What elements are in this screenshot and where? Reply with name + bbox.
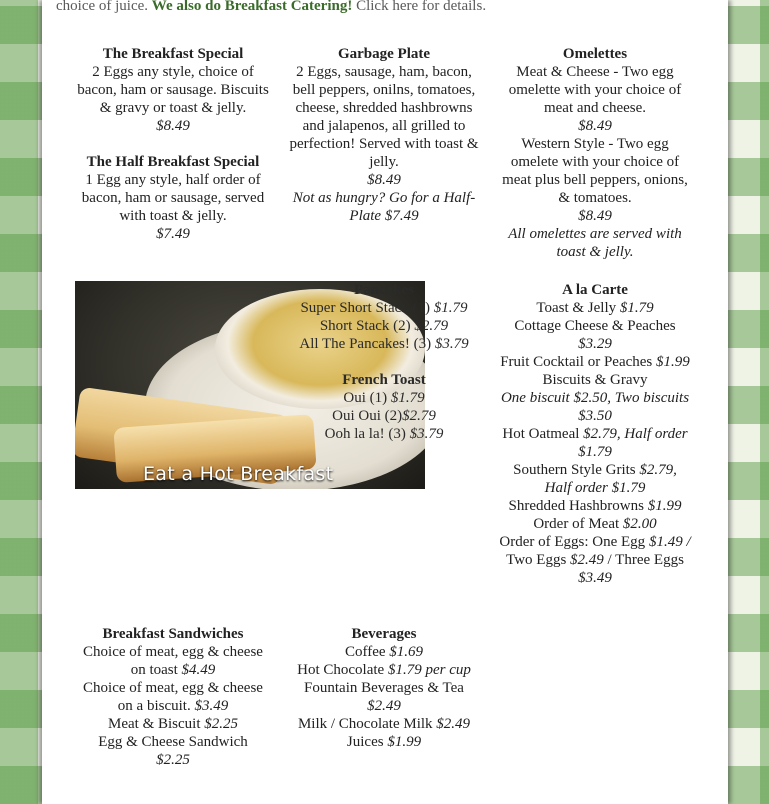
- item-price: $2.49: [367, 698, 401, 714]
- sandwich-item: [75, 679, 271, 715]
- pancake-item-name: Super Short Stack (1): [300, 300, 431, 316]
- beverage-item: [286, 643, 482, 661]
- item-name: Southern Style Grits: [513, 462, 636, 478]
- beverage-item: [286, 733, 482, 751]
- omelette-meat-cheese: Meat & Cheese - Two egg omelette with your choice of meat and cheese.: [508, 64, 682, 116]
- item-price: $2.00: [622, 516, 657, 532]
- item-name: / Three Eggs: [607, 552, 684, 568]
- french-toast-item: [286, 425, 482, 443]
- item-name: Meat & Biscuit: [108, 716, 201, 732]
- item-name: Milk / Chocolate Milk: [297, 716, 433, 732]
- item-name: Fountain Beverages & Tea: [304, 680, 464, 696]
- omelette-western-price: $8.49: [578, 208, 612, 224]
- item-name: Fruit Cocktail or Peaches: [500, 354, 653, 370]
- item-price: $1.99: [387, 734, 422, 750]
- beverages-section: [286, 625, 482, 751]
- item-name: Hot Oatmeal: [502, 426, 580, 442]
- french-toast-title: French Toast: [342, 372, 426, 388]
- a-la-carte-item: [498, 515, 692, 533]
- item-price: $2.79, Half order $1.79: [544, 462, 677, 496]
- item-name: Egg & Cheese Sandwich: [98, 734, 248, 750]
- item-name: Biscuits & Gravy: [542, 372, 648, 388]
- garbage-plate-desc: 2 Eggs, sausage, ham, bacon, bell peppers, onilns, tomatoes, cheese, shredded hashbrowns and jalapenos, all grilled to perfection! Served with toast & jelly.: [289, 64, 479, 170]
- french-toast-item: [286, 389, 482, 407]
- intro-period: .: [482, 0, 487, 14]
- beverage-item: [286, 679, 482, 715]
- item-name: Choice of meat, egg & cheese on a biscuit.: [83, 680, 263, 714]
- garbage-plate-title: Garbage Plate: [337, 46, 431, 62]
- french-toast-item: [286, 407, 482, 425]
- item-price: $1.69: [389, 644, 424, 660]
- a-la-carte-item: [498, 371, 692, 425]
- pancakes-french-toast-section: [286, 281, 482, 443]
- half-special-price: $7.49: [156, 226, 190, 242]
- omelette-note: All omelettes are served with toast & jelly.: [508, 226, 682, 260]
- garbage-plate-section: [286, 45, 482, 225]
- a-la-carte-title: A la Carte: [562, 282, 628, 298]
- omelette-meat-cheese-price: $8.49: [578, 118, 612, 134]
- item-price: $2.25: [156, 752, 190, 768]
- sandwich-item: [75, 715, 271, 733]
- item-price: $1.99: [647, 498, 682, 514]
- breakfast-special-section: [75, 45, 271, 243]
- item-name: Shredded Hashbrowns: [508, 498, 644, 514]
- item-name: Toast & Jelly: [536, 300, 617, 316]
- omelettes-section: [498, 45, 692, 261]
- french-toast-item-name: Ooh la la! (3): [324, 426, 406, 442]
- item-name: Coffee: [344, 644, 386, 660]
- catering-details-link[interactable]: Click here for details: [356, 0, 483, 14]
- pancake-item: [286, 335, 482, 353]
- breakfast-special-desc: 2 Eggs any style, choice of bacon, ham or sausage. Biscuits & gravy or toast & jelly.: [77, 64, 269, 116]
- intro-line: [56, 0, 486, 15]
- pancake-item: [286, 317, 482, 335]
- item-price: $3.49: [194, 698, 229, 714]
- a-la-carte-item: [498, 299, 692, 317]
- french-toast-item-price: $2.79: [402, 408, 436, 424]
- item-price: $2.49: [570, 552, 604, 568]
- a-la-carte-item: [498, 425, 692, 461]
- pancake-item-name: All The Pancakes! (3): [299, 336, 432, 352]
- beverage-item: [286, 661, 482, 679]
- omelettes-title: Omelettes: [562, 46, 628, 62]
- intro-text: choice of juice.: [56, 0, 149, 14]
- breakfast-special-price: $8.49: [156, 118, 190, 134]
- pancake-item: [286, 299, 482, 317]
- item-price: $4.49: [181, 662, 216, 678]
- omelette-western: Western Style - Two egg omelete with your choice of meat plus bell peppers, onions, & tomatoes.: [502, 136, 688, 206]
- half-special-title: The Half Breakfast Special: [86, 154, 260, 170]
- item-name: Choice of meat, egg & cheese on toast: [83, 644, 263, 678]
- a-la-carte-item: [498, 533, 692, 587]
- item-price: $1.79: [619, 300, 654, 316]
- menu-page: [42, 0, 728, 804]
- item-price: One biscuit $2.50, Two biscuits $3.50: [500, 390, 690, 424]
- breakfast-special-title: The Breakfast Special: [102, 46, 244, 62]
- item-name: Two Eggs: [506, 552, 567, 568]
- item-separator: /: [686, 534, 691, 550]
- french-toast-item-name: Oui (1): [343, 390, 388, 406]
- item-price: $3.29: [578, 336, 612, 352]
- item-name: Juices: [346, 734, 384, 750]
- half-plate-note: Not as hungry? Go for a Half-Plate $7.49: [292, 190, 476, 224]
- beverage-item: [286, 715, 482, 733]
- item-name: Cottage Cheese & Peaches: [514, 318, 676, 334]
- item-price: $1.49: [648, 534, 683, 550]
- item-price: $2.79, Half order $1.79: [578, 426, 688, 460]
- half-special-desc: 1 Egg any style, half order of bacon, ham or sausage, served with toast & jelly.: [81, 172, 265, 224]
- item-price: $1.79 per cup: [387, 662, 471, 678]
- item-price: $3.49: [578, 570, 612, 586]
- photo-caption: Eat a Hot Breakfast: [143, 463, 334, 485]
- a-la-carte-section: [498, 281, 692, 587]
- item-name: Order of Eggs: One Egg: [499, 534, 646, 550]
- french-toast-item-price: $1.79: [390, 390, 425, 406]
- sandwiches-title: Breakfast Sandwiches: [102, 626, 244, 642]
- breakfast-sandwiches-section: [75, 625, 271, 769]
- pancake-item-price: $1.79: [433, 300, 468, 316]
- sandwich-item: [75, 733, 271, 769]
- beverages-title: Beverages: [351, 626, 417, 642]
- catering-promo: We also do Breakfast Catering!: [151, 0, 353, 14]
- item-name: Order of Meat: [533, 516, 620, 532]
- a-la-carte-item: [498, 353, 692, 371]
- item-name: Hot Chocolate: [297, 662, 385, 678]
- a-la-carte-item: [498, 461, 692, 497]
- sandwich-item: [75, 643, 271, 679]
- pancake-item-name: Short Stack (2): [319, 318, 411, 334]
- item-price: $1.99: [656, 354, 690, 370]
- a-la-carte-item: [498, 317, 692, 353]
- french-toast-item-price: $3.79: [409, 426, 444, 442]
- french-toast-item-name: Oui Oui (2): [332, 408, 403, 424]
- garbage-plate-price: $8.49: [367, 172, 401, 188]
- pancakes-title: Pancakes: [354, 282, 414, 298]
- pancake-item-price: $3.79: [434, 336, 469, 352]
- pancake-item-price: $2.79: [414, 318, 449, 334]
- item-price: $2.25: [204, 716, 238, 732]
- a-la-carte-item: [498, 497, 692, 515]
- item-price: $2.49: [436, 716, 471, 732]
